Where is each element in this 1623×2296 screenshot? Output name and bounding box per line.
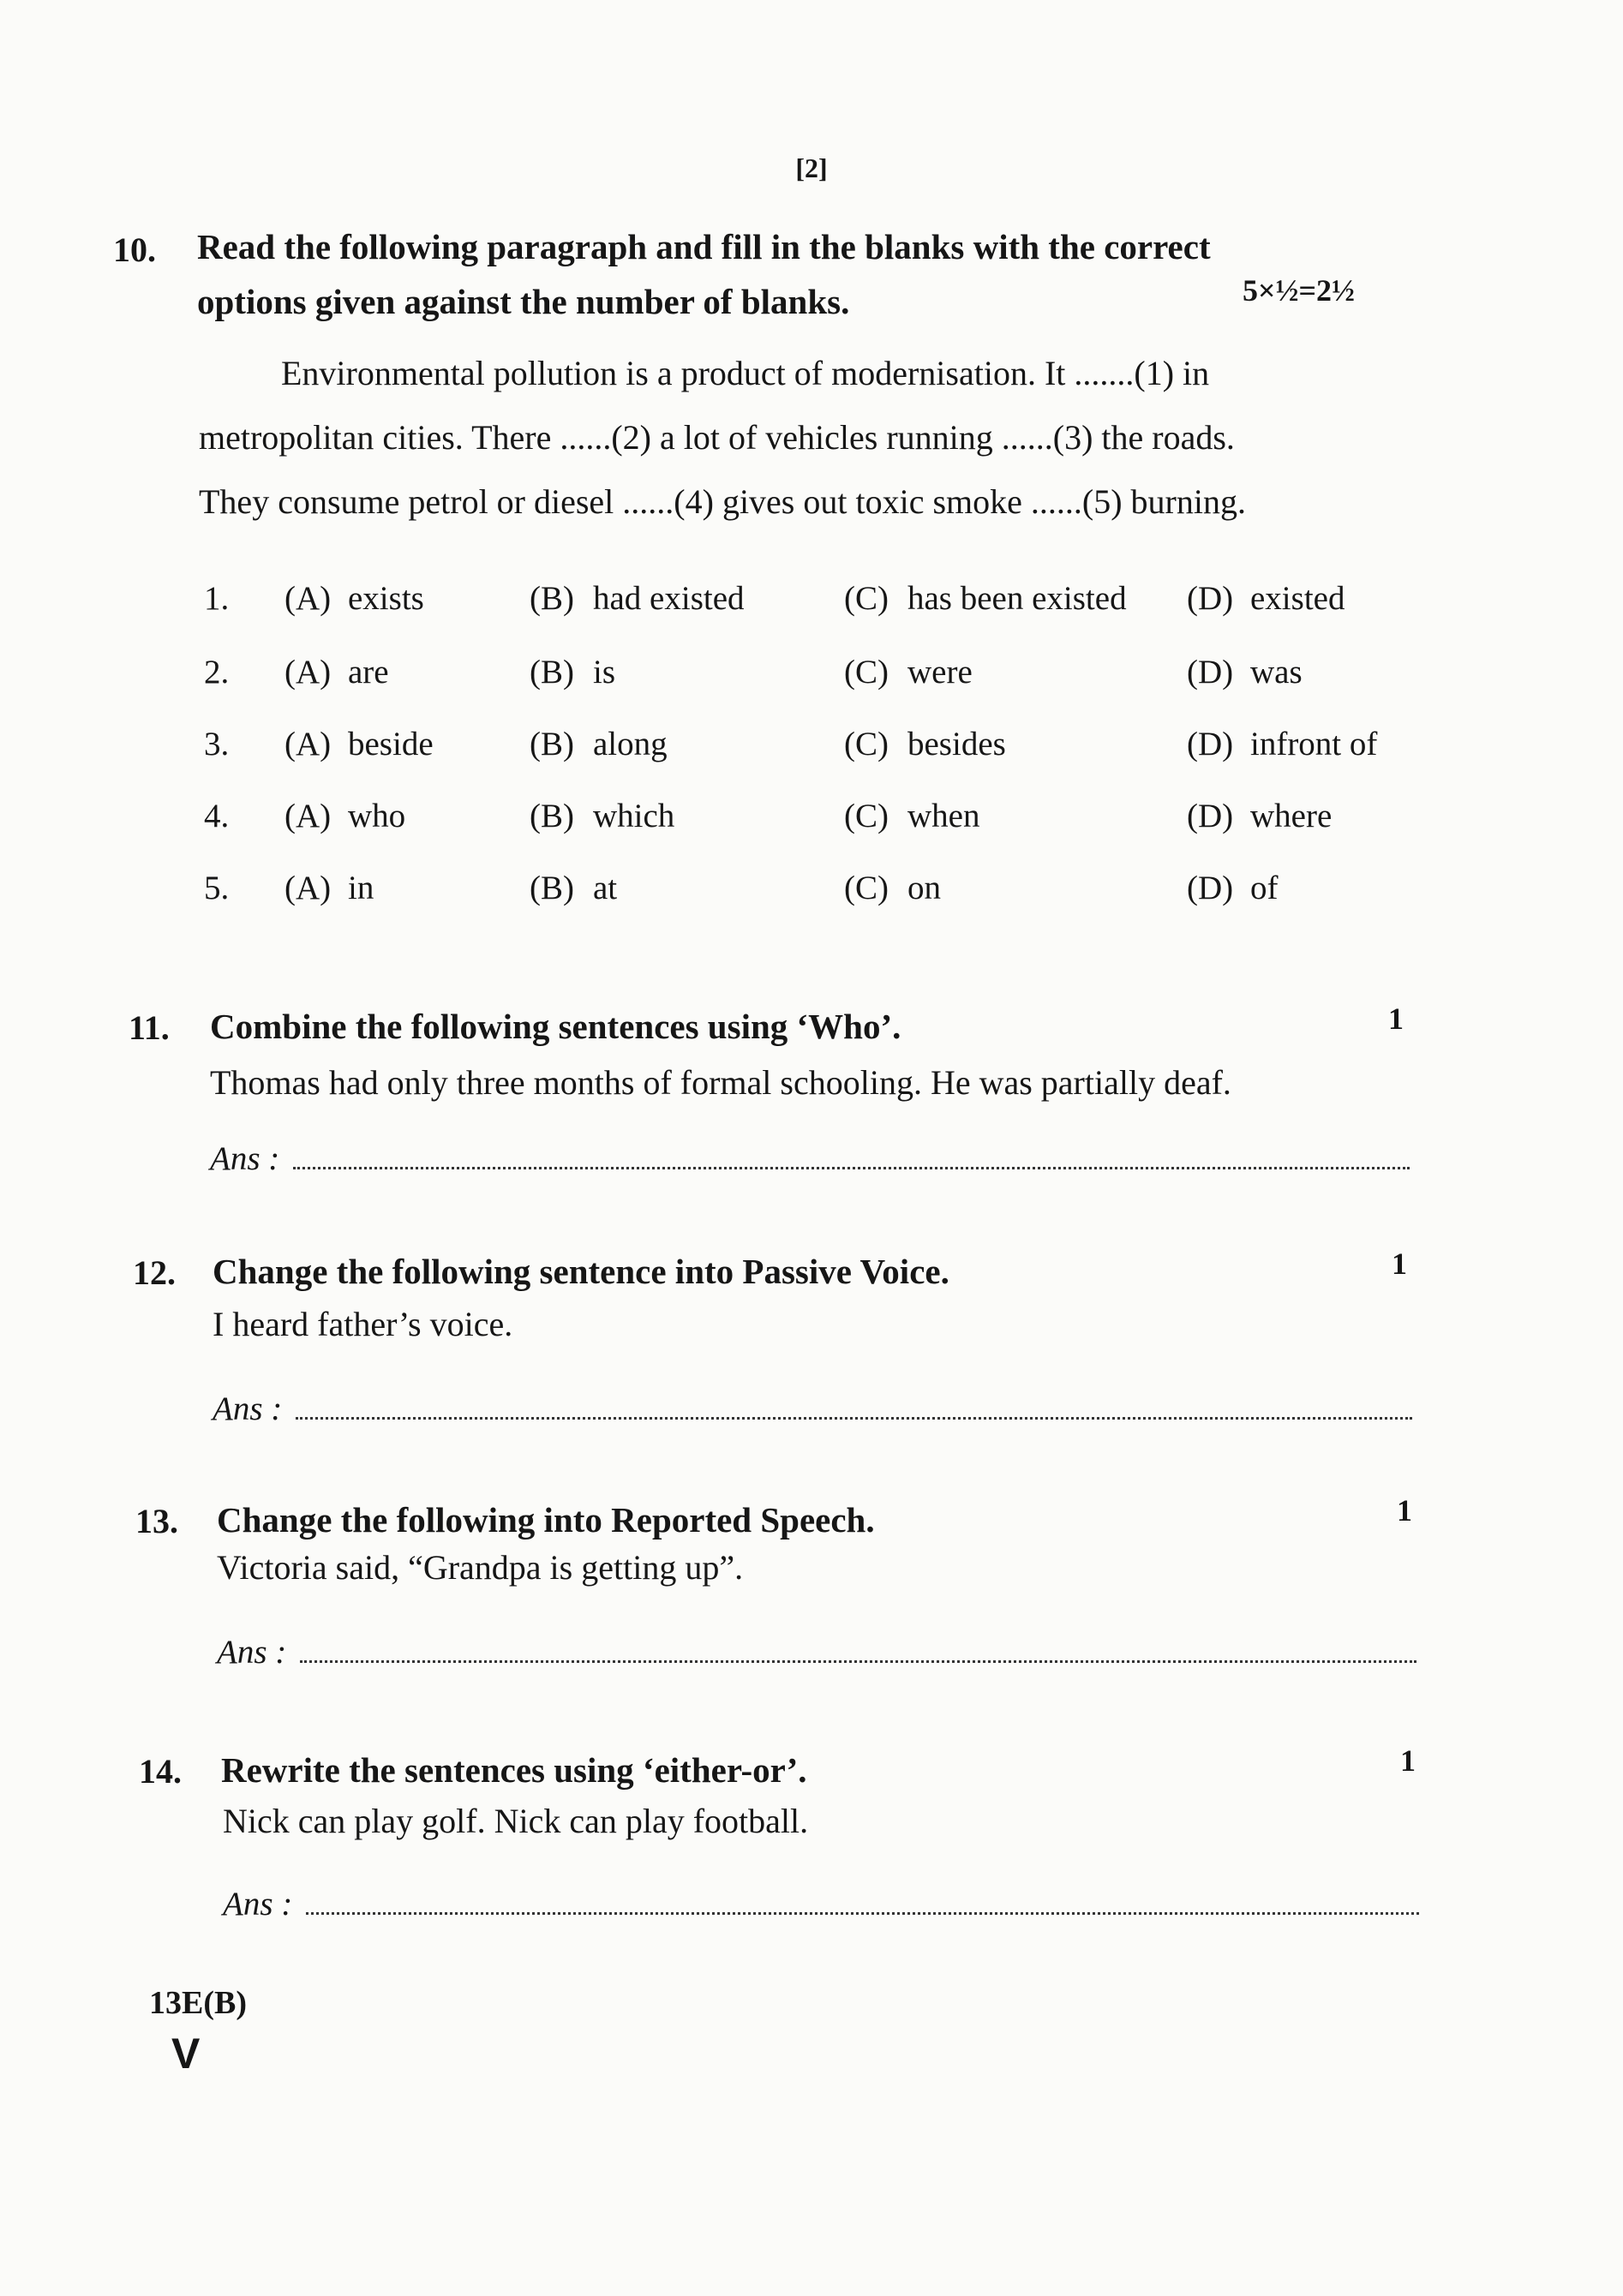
option-c[interactable]	[844, 797, 979, 835]
page-number: [2]	[795, 152, 828, 183]
question-sentence: Nick can play golf. Nick can play football.	[223, 1802, 809, 1840]
option-letter: (D)	[1187, 798, 1234, 834]
question-number: 11.	[129, 1008, 170, 1047]
question-number: 13.	[135, 1502, 178, 1540]
option-letter: (A)	[284, 798, 332, 834]
option-d[interactable]	[1187, 869, 1279, 907]
option-letter: (C)	[844, 870, 889, 906]
option-b[interactable]	[530, 869, 617, 907]
option-a[interactable]	[284, 869, 374, 907]
answer-label: Ans :	[213, 1390, 283, 1427]
option-letter: (A)	[284, 726, 332, 762]
option-text: infront of	[1250, 726, 1378, 762]
option-letter: (C)	[844, 726, 889, 762]
answer-label: Ans :	[217, 1634, 287, 1671]
option-text: where	[1250, 798, 1333, 834]
option-text: on	[907, 870, 941, 906]
option-text: when	[907, 798, 980, 834]
question-title: Change the following into Reported Speech.	[217, 1500, 875, 1540]
paragraph-line: Environmental pollution is a product of modernisation. It .......(1) in	[281, 354, 1210, 392]
answer-row	[217, 1633, 1416, 1671]
option-text: of	[1250, 870, 1279, 906]
option-c[interactable]	[844, 869, 941, 907]
question-title: options given against the number of blanks.	[197, 282, 850, 321]
option-letter: (D)	[1187, 654, 1234, 691]
option-text: besides	[907, 726, 1006, 762]
marks: 1	[1392, 1247, 1407, 1281]
option-text: are	[348, 654, 389, 691]
option-b[interactable]	[530, 579, 745, 618]
option-row-number: 1.	[204, 580, 230, 617]
option-letter: (D)	[1187, 870, 1234, 906]
option-text: were	[907, 654, 973, 691]
paragraph-line: They consume petrol or diesel ......(4) gives out toxic smoke ......(5) burning.	[199, 482, 1246, 521]
option-text: had existed	[593, 580, 745, 617]
option-letter: (B)	[530, 654, 574, 691]
marks: 1	[1388, 1002, 1404, 1036]
option-a[interactable]	[284, 725, 434, 763]
option-text: who	[348, 798, 406, 834]
option-text: was	[1250, 654, 1303, 691]
question-title: Read the following paragraph and fill in the blanks with the correct	[197, 227, 1211, 266]
question-title: Combine the following sentences using ‘Who’.	[210, 1007, 901, 1046]
answer-field[interactable]	[293, 1141, 1410, 1169]
option-row-number: 5.	[204, 870, 230, 906]
option-text: which	[593, 798, 675, 834]
set-mark: V	[171, 2030, 201, 2078]
option-a[interactable]	[284, 579, 424, 618]
option-a[interactable]	[284, 797, 405, 835]
option-letter: (B)	[530, 726, 574, 762]
option-letter: (C)	[844, 654, 889, 691]
question-number: 14.	[139, 1752, 182, 1791]
option-text: exists	[348, 580, 424, 617]
option-letter: (B)	[530, 798, 574, 834]
option-row-number: 3.	[204, 726, 230, 762]
option-b[interactable]	[530, 797, 674, 835]
option-letter: (B)	[530, 870, 574, 906]
marks: 1	[1400, 1743, 1416, 1778]
option-c[interactable]	[844, 579, 1127, 618]
paragraph-line: metropolitan cities. There ......(2) a lot of vehicles running ......(3) the roads.	[199, 418, 1235, 457]
option-d[interactable]	[1187, 653, 1303, 691]
option-text: is	[593, 654, 616, 691]
option-d[interactable]	[1187, 579, 1345, 618]
option-letter: (D)	[1187, 580, 1234, 617]
answer-row	[223, 1885, 1419, 1923]
option-letter: (D)	[1187, 726, 1234, 762]
option-text: in	[348, 870, 374, 906]
paper-code: 13E(B)	[149, 1985, 247, 2021]
option-text: has been existed	[907, 580, 1127, 617]
question-sentence: Victoria said, “Grandpa is getting up”.	[217, 1548, 744, 1587]
option-text: existed	[1250, 580, 1345, 617]
question-title: Change the following sentence into Passive Voice.	[213, 1252, 949, 1291]
marks: 1	[1397, 1493, 1412, 1528]
option-d[interactable]	[1187, 725, 1377, 763]
option-text: at	[593, 870, 618, 906]
option-row-number: 2.	[204, 654, 230, 691]
question-sentence: Thomas had only three months of formal schooling. He was partially deaf.	[210, 1063, 1231, 1102]
option-text: along	[593, 726, 668, 762]
option-c[interactable]	[844, 725, 1006, 763]
answer-label: Ans :	[210, 1140, 280, 1177]
paragraph	[199, 341, 1416, 534]
option-text: beside	[348, 726, 434, 762]
option-letter: (A)	[284, 870, 332, 906]
answer-row	[210, 1139, 1410, 1178]
marks: 5×½=2½	[1243, 273, 1356, 308]
option-letter: (C)	[844, 798, 889, 834]
answer-field[interactable]	[296, 1391, 1412, 1420]
question-title: Rewrite the sentences using ‘either-or’.	[221, 1750, 807, 1790]
option-letter: (A)	[284, 654, 332, 691]
option-a[interactable]	[284, 653, 389, 691]
answer-field[interactable]	[306, 1886, 1419, 1915]
option-b[interactable]	[530, 725, 668, 763]
question-number: 10.	[113, 230, 156, 269]
option-letter: (B)	[530, 580, 574, 617]
option-letter: (C)	[844, 580, 889, 617]
answer-label: Ans :	[223, 1886, 293, 1922]
answer-row	[213, 1390, 1412, 1428]
question-number: 12.	[133, 1253, 176, 1292]
answer-field[interactable]	[300, 1635, 1416, 1663]
option-b[interactable]	[530, 653, 615, 691]
option-letter: (A)	[284, 580, 332, 617]
option-row-number: 4.	[204, 798, 230, 834]
option-c[interactable]	[844, 653, 973, 691]
option-d[interactable]	[1187, 797, 1332, 835]
question-sentence: I heard father’s voice.	[213, 1305, 513, 1343]
